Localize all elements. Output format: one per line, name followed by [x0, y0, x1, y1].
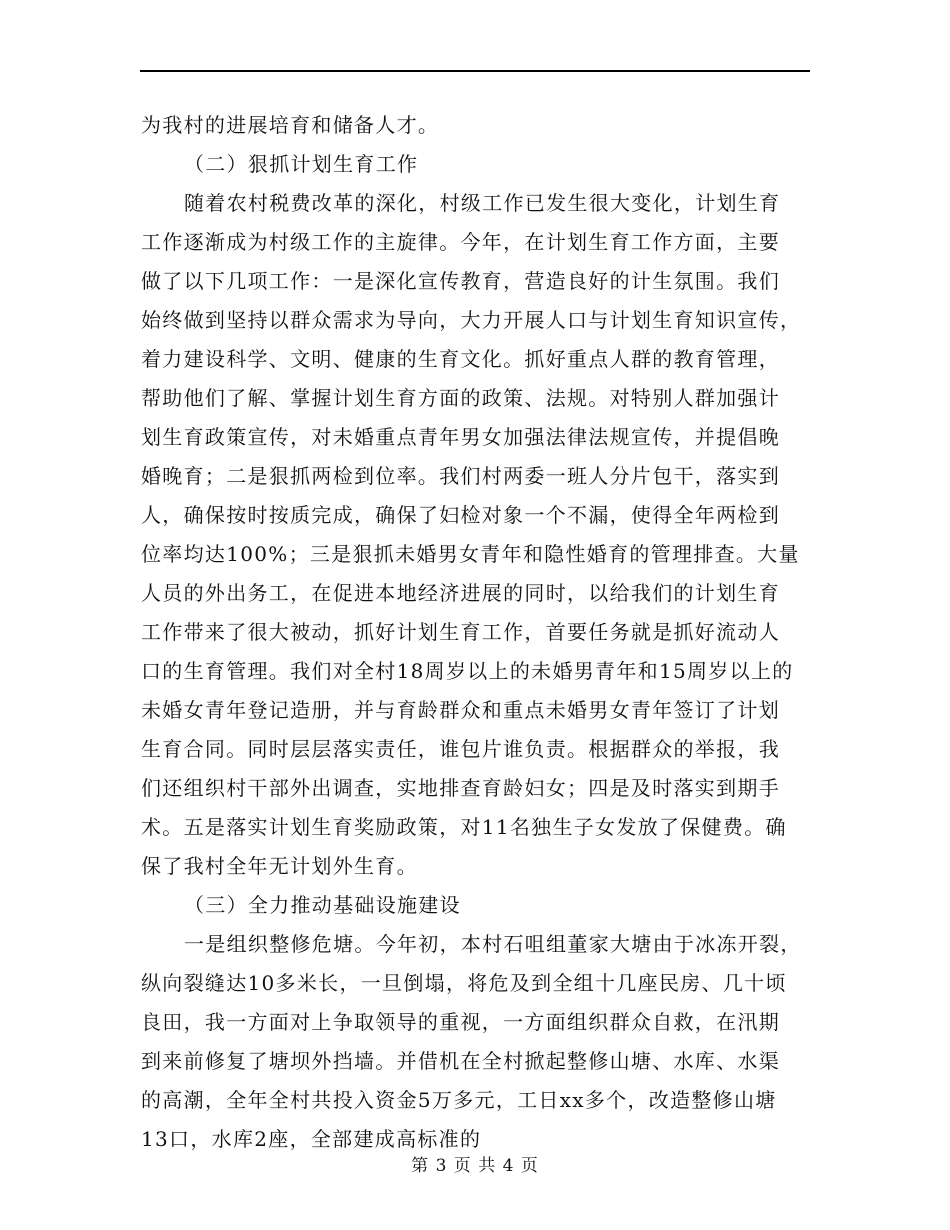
- text-line: 随着农村税费改革的深化，村级工作已发生很大变化，计划生育: [184, 191, 781, 215]
- text-line: 帮助他们了解、掌握计划生育方面的政策、法规。对特别人群加强计: [141, 386, 780, 410]
- section-heading: （二）狠抓计划生育工作: [184, 152, 419, 176]
- header-rule: [140, 70, 810, 72]
- text-line: 生育合同。同时层层落实责任，谁包片谁负责。根据群众的举报，我: [141, 737, 780, 761]
- text-line: 为我村的进展培育和储备人才。: [141, 113, 440, 137]
- page-number: 第 3 页 共 4 页: [411, 1156, 539, 1176]
- text-line: 始终做到坚持以群众需求为导向，大力开展人口与计划生育知识宣传，: [141, 308, 802, 332]
- text-line: 划生育政策宣传，对未婚重点青年男女加强法律法规宣传，并提倡晚: [141, 425, 780, 449]
- text-line: 婚晚育；二是狠抓两检到位率。我们村两委一班人分片包干，落实到: [141, 464, 780, 488]
- text-line: 口的生育管理。我们对全村18周岁以上的未婚男青年和15周岁以上的: [141, 659, 794, 683]
- section-heading: （三）全力推动基础设施建设: [184, 893, 461, 917]
- text-line: 工作带来了很大被动，抓好计划生育工作，首要任务就是抓好流动人: [141, 620, 780, 644]
- text-line: 未婚女青年登记造册，并与育龄群众和重点未婚男女青年签订了计划: [141, 698, 780, 722]
- text-line: 的高潮，全年全村共投入资金5万多元，工日xx多个，改造整修山塘: [141, 1088, 777, 1112]
- text-line: 纵向裂缝达10多米长，一旦倒塌，将危及到全组十几座民房、几十顷: [141, 971, 787, 995]
- text-line: 良田，我一方面对上争取领导的重视，一方面组织群众自救，在汛期: [141, 1010, 780, 1034]
- text-line: 13口，水库2座，全部建成高标准的: [141, 1127, 482, 1151]
- text-line: 术。五是落实计划生育奖励政策，对11名独生子女发放了保健费。确: [141, 815, 787, 839]
- text-line: 们还组织村干部外出调查，实地排查育龄妇女；四是及时落实到期手: [141, 776, 780, 800]
- text-line: 工作逐渐成为村级工作的主旋律。今年，在计划生育工作方面，主要: [141, 230, 780, 254]
- document-body: [141, 106, 813, 1159]
- text-line: 一是组织整修危塘。今年初，本村石咀组董家大塘由于冰冻开裂，: [184, 932, 802, 956]
- text-line: 位率均达100%；三是狠抓未婚男女青年和隐性婚育的管理排查。大量: [141, 542, 800, 566]
- text-line: 到来前修复了塘坝外挡墙。并借机在全村掀起整修山塘、水库、水渠: [141, 1049, 780, 1073]
- text-line: 人，确保按时按质完成，确保了妇检对象一个不漏，使得全年两检到: [141, 503, 780, 527]
- text-line: 做了以下几项工作：一是深化宣传教育，营造良好的计生氛围。我们: [141, 269, 780, 293]
- text-line: 人员的外出务工，在促进本地经济进展的同时，以给我们的计划生育: [141, 581, 780, 605]
- text-line: 保了我村全年无计划外生育。: [141, 854, 418, 878]
- text-line: 着力建设科学、文明、健康的生育文化。抓好重点人群的教育管理，: [141, 347, 780, 371]
